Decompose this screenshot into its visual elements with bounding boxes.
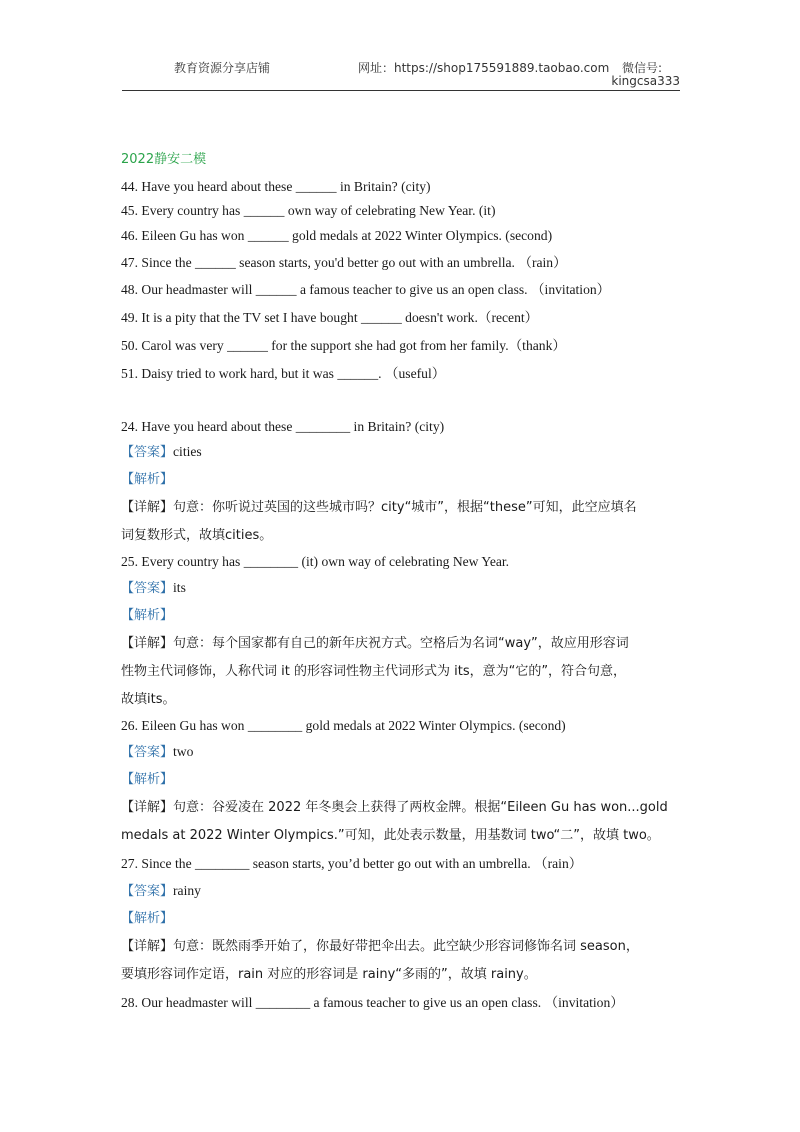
- detail-line: [121, 499, 637, 517]
- detail-text: 故填its。: [121, 692, 176, 707]
- question-50: 50. Carol was very ______ for the support she had got from her family.（thank）: [121, 338, 566, 353]
- detail-text: 句意：你听说过英国的这些城市吗？city“城市”，根据“these”可知，此空应填名: [173, 500, 637, 515]
- analysis-tag: 【解析】: [121, 472, 174, 487]
- answer-question-28: 28. Our headmaster will ________ a famous teacher to give us an open class. （invitation）: [121, 995, 624, 1010]
- answer-question-26: 26. Eileen Gu has won ________ gold medals at 2022 Winter Olympics. (second): [121, 718, 566, 733]
- answer-question-24: 24. Have you heard about these ________ in Britain? (city): [121, 419, 445, 434]
- question-47: 47. Since the ______ season starts, you'd better go out with an umbrella. （rain）: [121, 255, 567, 270]
- detail-text: 词复数形式，故填cities。: [121, 528, 273, 543]
- question-49: 49. It is a pity that the TV set I have bought ______ doesn't work.（recent）: [121, 310, 539, 325]
- detail-line: [121, 938, 639, 956]
- answer-line: [121, 579, 186, 598]
- header-wechat-label: 微信号:: [622, 61, 663, 75]
- detail-text: 句意：每个国家都有自己的新年庆祝方式。空格后为名词“way”，故应用形容词: [173, 636, 629, 651]
- question-51: 51. Daisy tried to work hard, but it was ______. （useful）: [121, 366, 446, 381]
- question-44: 44. Have you heard about these ______ in Britain? (city): [121, 179, 431, 194]
- answer-value: its: [173, 580, 186, 595]
- answer-value: cities: [173, 444, 202, 459]
- question-48: 48. Our headmaster will ______ a famous teacher to give us an open class. （invitation）: [121, 282, 611, 297]
- header-wechat-id: kingcsa333: [611, 74, 680, 88]
- analysis-tag: 【解析】: [121, 772, 174, 787]
- header-shop-name: 教育资源分享店铺: [174, 61, 271, 75]
- answer-question-25: 25. Every country has ________ (it) own way of celebrating New Year.: [121, 554, 510, 569]
- answer-line: [121, 882, 201, 901]
- question-45: 45. Every country has ______ own way of celebrating New Year. (it): [121, 203, 496, 218]
- answer-tag: 【答案】: [121, 884, 174, 899]
- detail-line: [121, 635, 629, 653]
- section-title: 2022静安二模: [121, 152, 207, 167]
- header-website: 网址：https://shop175591889.taobao.com: [358, 61, 610, 75]
- detail-tag: 【详解】: [121, 800, 174, 815]
- detail-text: 要填形容词作定语，rain 对应的形容词是 rainy“多雨的”，故填 rainy。: [121, 967, 537, 982]
- analysis-tag: 【解析】: [121, 608, 174, 623]
- detail-text: medals at 2022 Winter Olympics.”可知，此处表示数量，用基数词 two“二”，故填 two。: [121, 828, 660, 843]
- question-46: 46. Eileen Gu has won ______ gold medals at 2022 Winter Olympics. (second): [121, 228, 553, 243]
- detail-line: [121, 799, 668, 817]
- analysis-tag: 【解析】: [121, 911, 174, 926]
- answer-tag: 【答案】: [121, 445, 174, 460]
- answer-value: two: [173, 744, 194, 759]
- answer-tag: 【答案】: [121, 581, 174, 596]
- page-header: [122, 56, 680, 91]
- detail-text: 性物主代词修饰，人称代词 it 的形容词性物主代词形式为 its，意为“它的”，符合句意，: [121, 664, 627, 679]
- detail-text: 句意：谷爱凌在 2022 年冬奥会上获得了两枚金牌。根据“Eileen Gu has won...gold: [173, 800, 668, 815]
- answer-line: [121, 743, 193, 762]
- answer-question-27: 27. Since the ________ season starts, you’d better go out with an umbrella. （rain）: [121, 856, 583, 871]
- answer-value: rainy: [173, 883, 201, 898]
- detail-text: 句意：既然雨季开始了，你最好带把伞出去。此空缺少形容词修饰名词 season，: [173, 939, 639, 954]
- detail-tag: 【详解】: [121, 939, 174, 954]
- answer-line: [121, 443, 202, 462]
- detail-tag: 【详解】: [121, 500, 174, 515]
- answer-tag: 【答案】: [121, 745, 174, 760]
- detail-tag: 【详解】: [121, 636, 174, 651]
